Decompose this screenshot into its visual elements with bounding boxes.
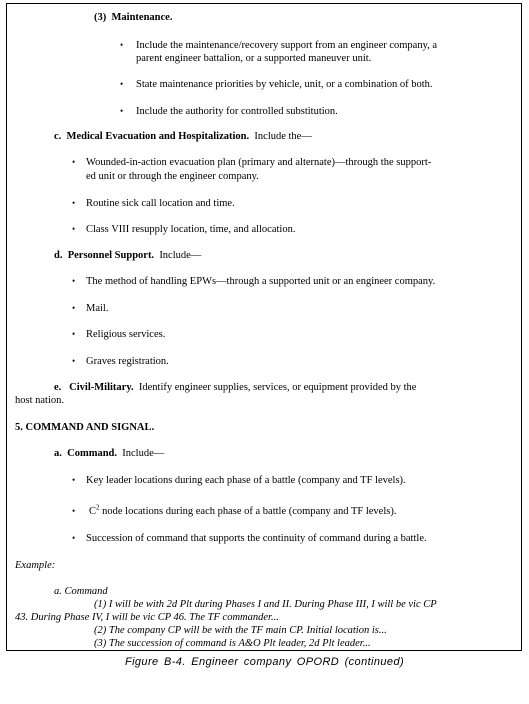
- c2-letter: C: [89, 506, 97, 517]
- command-label: a.: [54, 448, 62, 459]
- maintenance-heading: [94, 11, 172, 24]
- medevac-bullet-1: Wounded-in-action evacuation plan (primary and alternate)—through the support-: [86, 157, 432, 168]
- bullet-icon: •: [72, 533, 76, 543]
- personnel-bullet-2: Mail.: [86, 303, 109, 314]
- maintenance-bullet-1: Include the maintenance/recovery support from an engineer company, a: [136, 40, 438, 51]
- personnel-label: d.: [54, 250, 63, 261]
- maintenance-bullet-2: State maintenance priorities by vehicle, unit, or a combination of both.: [136, 79, 433, 90]
- command-heading: [54, 447, 164, 460]
- example-line-3: (3) The succession of command is A&O Plt leader, 2d Plt leader...: [94, 638, 371, 649]
- bullet-icon: •: [72, 224, 76, 234]
- medevac-label: c.: [54, 131, 62, 142]
- civil-text: Identify engineer supplies, services, or equipment provided by the: [138, 382, 417, 393]
- personnel-intro: Include—: [159, 250, 202, 261]
- medevac-heading: [54, 130, 312, 143]
- bullet-icon: •: [72, 276, 76, 286]
- medevac-title: Medical Evacuation and Hospitalization.: [66, 131, 250, 142]
- document-frame: [6, 3, 522, 651]
- maintenance-title: Maintenance.: [111, 12, 173, 23]
- bullet-icon: •: [72, 356, 76, 366]
- example-subheading: a. Command: [54, 586, 108, 597]
- medevac-bullet-1-cont: ed unit or through the engineer company.: [86, 171, 259, 182]
- bullet-icon: •: [120, 79, 124, 89]
- bullet-icon: •: [72, 303, 76, 313]
- command-bullet-2-text: node locations during each phase of a battle (company and TF levels).: [102, 506, 397, 517]
- bullet-icon: •: [72, 475, 76, 485]
- maintenance-number: (3): [94, 12, 107, 23]
- example-line-2: (2) The company CP will be with the TF main CP. Initial location is...: [94, 625, 387, 636]
- example-line-1: (1) I will be with 2d Plt during Phases I and II. During Phase III, I will be vic CP: [94, 599, 437, 610]
- command-bullet-1: Key leader locations during each phase of a battle (company and TF levels).: [86, 475, 406, 486]
- personnel-title: Personnel Support.: [67, 250, 155, 261]
- c2-superscript: 2: [96, 503, 100, 512]
- personnel-bullet-1: The method of handling EPWs—through a supported unit or an engineer company.: [86, 276, 436, 287]
- medevac-bullet-3: Class VIII resupply location, time, and allocation.: [86, 224, 296, 235]
- example-line-1-cont: 43. During Phase IV, I will be vic CP 46. The TF commander...: [15, 612, 279, 623]
- command-signal-heading: 5. COMMAND AND SIGNAL.: [15, 422, 155, 433]
- bullet-icon: •: [120, 40, 124, 50]
- command-title: Command.: [67, 448, 118, 459]
- medevac-intro: Include the—: [254, 131, 312, 142]
- civil-label: e.: [54, 382, 62, 393]
- personnel-bullet-3: Religious services.: [86, 329, 166, 340]
- personnel-bullet-4: Graves registration.: [86, 356, 169, 367]
- command-bullet-2: [89, 505, 396, 518]
- figure-caption: Figure B-4. Engineer company OPORD (continued): [124, 656, 405, 668]
- bullet-icon: •: [120, 106, 124, 116]
- maintenance-bullet-1-cont: parent engineer battalion, or a supported maneuver unit.: [136, 53, 372, 64]
- civil-title: Civil-Military.: [69, 382, 134, 393]
- medevac-bullet-2: Routine sick call location and time.: [86, 198, 235, 209]
- maintenance-bullet-3: Include the authority for controlled substitution.: [136, 106, 338, 117]
- command-bullet-3: Succession of command that supports the continuity of command during a battle.: [86, 533, 427, 544]
- bullet-icon: •: [72, 506, 76, 516]
- civil-text-cont: host nation.: [15, 395, 64, 406]
- command-intro: Include—: [122, 448, 165, 459]
- personnel-heading: [54, 249, 201, 262]
- bullet-icon: •: [72, 198, 76, 208]
- example-label: Example:: [15, 560, 56, 571]
- bullet-icon: •: [72, 329, 76, 339]
- civil-heading: [54, 381, 416, 394]
- bullet-icon: •: [72, 157, 76, 167]
